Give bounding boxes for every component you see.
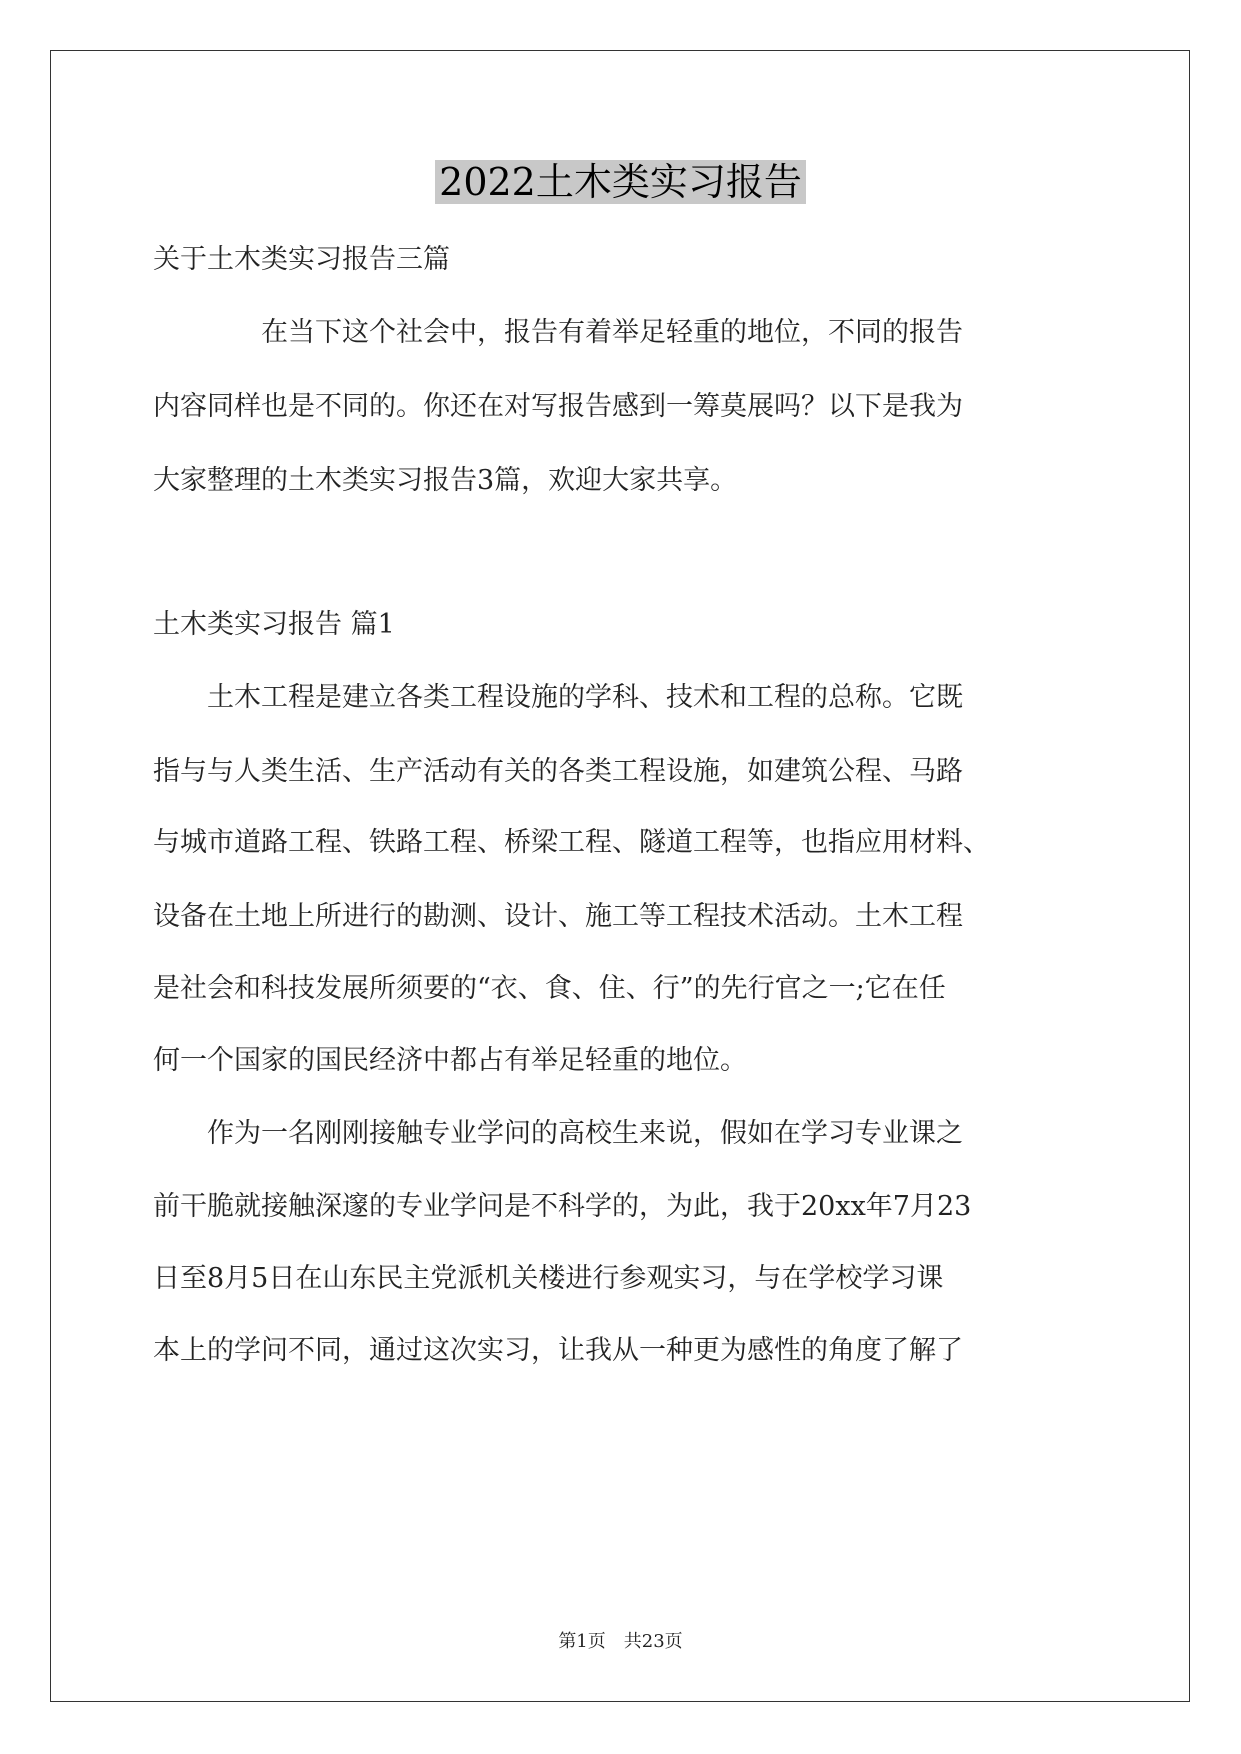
paragraph-line: 何一个国家的国民经济中都占有举足轻重的地位。: [153, 1045, 747, 1076]
paragraph-line: 是社会和科技发展所须要的“衣、食、住、行”的先行官之一;它在任: [153, 973, 946, 1004]
paragraph-line: 大家整理的土木类实习报告3篇，欢迎大家共享。: [153, 465, 738, 496]
paragraph-line: 前干脆就接触深邃的专业学问是不科学的，为此，我于20xx年7月23: [153, 1191, 972, 1222]
paragraph-line: 土木工程是建立各类工程设施的学科、技术和工程的总称。它既: [153, 682, 963, 713]
paragraph-line: 与城市道路工程、铁路工程、桥梁工程、隧道工程等，也指应用材料、: [153, 827, 990, 858]
title-text: 2022土木类实习报告: [435, 160, 806, 204]
paragraph-line: 在当下这个社会中，报告有着举足轻重的地位，不同的报告: [153, 317, 963, 348]
paragraph-line: 指与与人类生活、生产活动有关的各类工程设施，如建筑公程、马路: [153, 756, 963, 787]
section-heading: 土木类实习报告 篇1: [153, 609, 395, 640]
page-border: [50, 50, 1190, 1702]
page-footer: 第1页 共23页: [558, 1631, 683, 1652]
paragraph-line: 内容同样也是不同的。你还在对写报告感到一筹莫展吗？以下是我为: [153, 391, 963, 422]
paragraph-line: 日至8月5日在山东民主党派机关楼进行参观实习，与在学校学习课: [153, 1263, 944, 1294]
document-title: [0, 155, 1241, 209]
subtitle-line: 关于土木类实习报告三篇: [153, 244, 450, 275]
paragraph-line: 本上的学问不同，通过这次实习，让我从一种更为感性的角度了解了: [153, 1335, 963, 1366]
paragraph-line: 设备在土地上所进行的勘测、设计、施工等工程技术活动。土木工程: [153, 901, 963, 932]
paragraph-line: 作为一名刚刚接触专业学问的高校生来说，假如在学习专业课之: [153, 1118, 963, 1149]
